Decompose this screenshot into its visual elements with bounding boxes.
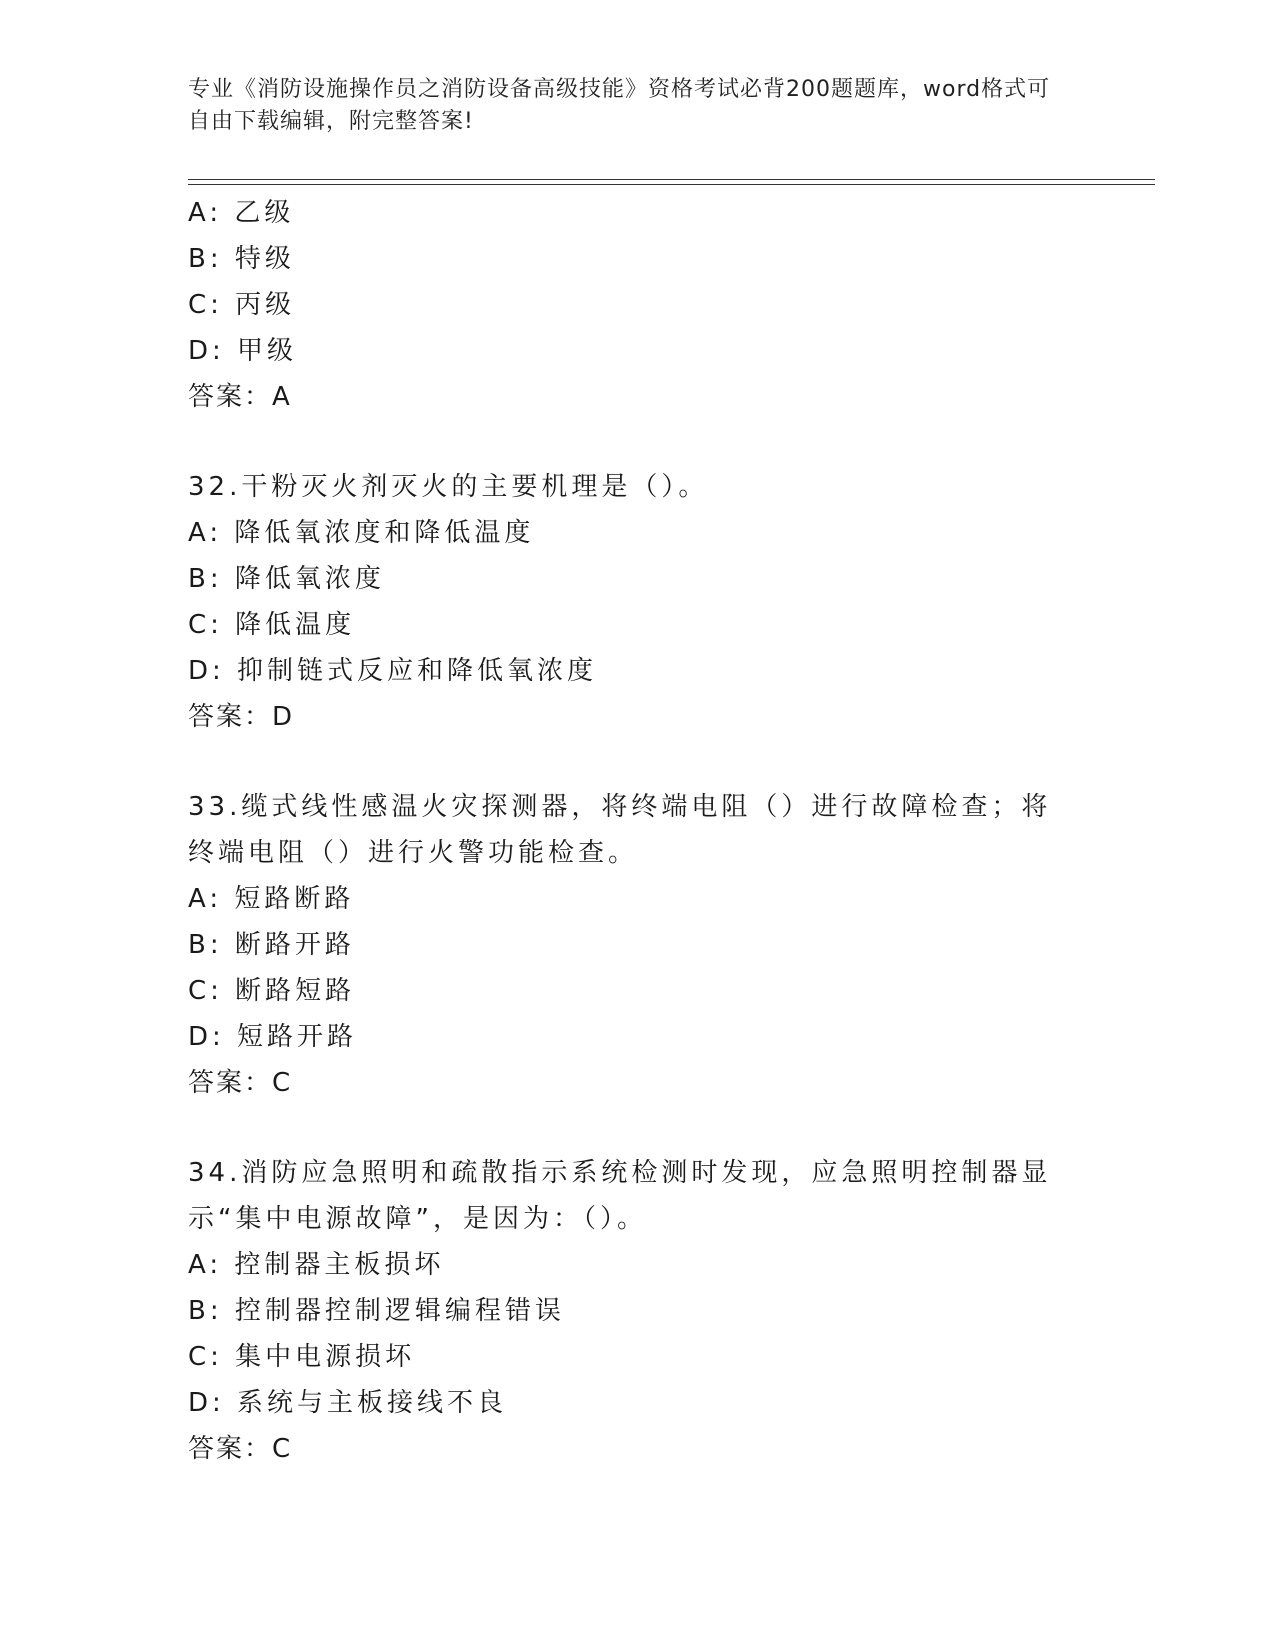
answer-line: 答案：D	[188, 702, 295, 732]
option-d: D: 甲级	[188, 336, 298, 366]
option-c: C: 降低温度	[188, 610, 356, 640]
option-b: B: 断路开路	[188, 930, 355, 960]
answer-line: 答案：C	[188, 1068, 293, 1098]
option-b: B: 降低氧浓度	[188, 564, 385, 594]
question-34-block	[188, 1150, 1088, 1472]
option-b: B: 控制器控制逻辑编程错误	[188, 1296, 565, 1326]
question-33-block	[188, 784, 1088, 1106]
document-header: 专业《消防设施操作员之消防设备高级技能》资格考试必背200题题库，word格式可自由下载编辑，附完整答案!	[188, 77, 1051, 134]
answer-line: 答案：C	[188, 1434, 293, 1464]
question-list	[188, 190, 1088, 1472]
header-rule-top	[188, 179, 1155, 180]
question-33-text: 33.缆式线性感温火灾探测器，将终端电阻（）进行故障检查；将终端电阻（）进行火警功能检查。	[188, 792, 1052, 868]
question-32-text: 32.干粉灭火剂灭火的主要机理是（）。	[188, 472, 709, 502]
option-c: C: 丙级	[188, 290, 296, 320]
option-d: D: 短路开路	[188, 1022, 358, 1052]
option-d: D: 系统与主板接线不良	[188, 1388, 508, 1418]
option-c: C: 断路短路	[188, 976, 356, 1006]
question-34-text: 34.消防应急照明和疏散指示系统检测时发现，应急照明控制器显示“集中电源故障”，是因为：（）。	[188, 1158, 1052, 1234]
question-32-block	[188, 464, 1088, 740]
option-a: A: 降低氧浓度和降低温度	[188, 518, 535, 548]
header-rule-bottom	[188, 184, 1155, 185]
answer-line: 答案：A	[188, 382, 292, 412]
option-a: A: 乙级	[188, 198, 295, 228]
option-a: A: 短路断路	[188, 884, 355, 914]
question-prev-block	[188, 190, 1088, 420]
option-a: A: 控制器主板损坏	[188, 1250, 445, 1280]
option-b: B: 特级	[188, 244, 295, 274]
option-d: D: 抑制链式反应和降低氧浓度	[188, 656, 598, 686]
option-c: C: 集中电源损坏	[188, 1342, 416, 1372]
